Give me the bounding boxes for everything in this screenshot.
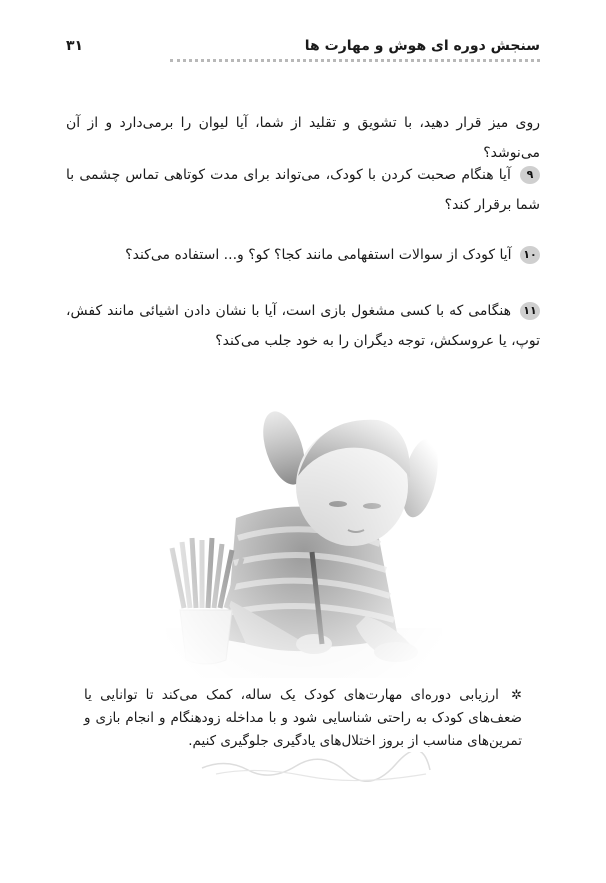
question-text: هنگامی که با کسی مشغول بازی است، آیا با نشان دادن اشیائی مانند کفش، توپ، یا عروسکش، توجه دیگران را به خود جلب می‌کند؟ bbox=[66, 303, 540, 349]
question-number-badge: ۱۱ bbox=[520, 302, 540, 320]
question-number-badge: ۹ bbox=[520, 166, 540, 184]
question-10 bbox=[66, 240, 540, 270]
decorative-scribble bbox=[196, 752, 436, 782]
question-9 bbox=[66, 160, 540, 220]
page-header bbox=[66, 36, 540, 66]
question-number-badge: ۱۰ bbox=[520, 246, 540, 264]
asterisk-icon: ✲ bbox=[511, 688, 523, 703]
question-text: آیا کودک از سوالات استفهامی مانند کجا؟ کو؟ و... استفاده می‌کند؟ bbox=[125, 247, 512, 263]
paragraph-continuation bbox=[66, 108, 540, 168]
photo-caption bbox=[84, 684, 522, 753]
child-drawing-illustration bbox=[166, 398, 442, 678]
header-dotted-rule bbox=[170, 59, 540, 62]
running-title: سنجش دوره ای هوش و مهارت ها bbox=[304, 38, 540, 54]
question-11 bbox=[66, 296, 540, 356]
caption-text: ارزیابی دوره‌ای مهارت‌های کودک یک ساله، کمک می‌کند تا توانایی یا ضعف‌های کودک به راحتی شناسایی شود و با مداخله زودهنگام و انجام بازی و تمرین‌های مناسب از بروز اختلال‌های یادگیری جلوگیری کنیم. bbox=[84, 687, 522, 749]
paragraph-text: روی میز قرار دهید، با تشویق و تقلید از شما، آیا لیوان را برمی‌دارد و از آن می‌نوشد؟ bbox=[66, 115, 540, 161]
page-number: ۳۱ bbox=[66, 38, 84, 54]
question-text: آیا هنگام صحبت کردن با کودک، می‌تواند برای مدت کوتاهی تماس چشمی با شما برقرار کند؟ bbox=[66, 167, 540, 213]
